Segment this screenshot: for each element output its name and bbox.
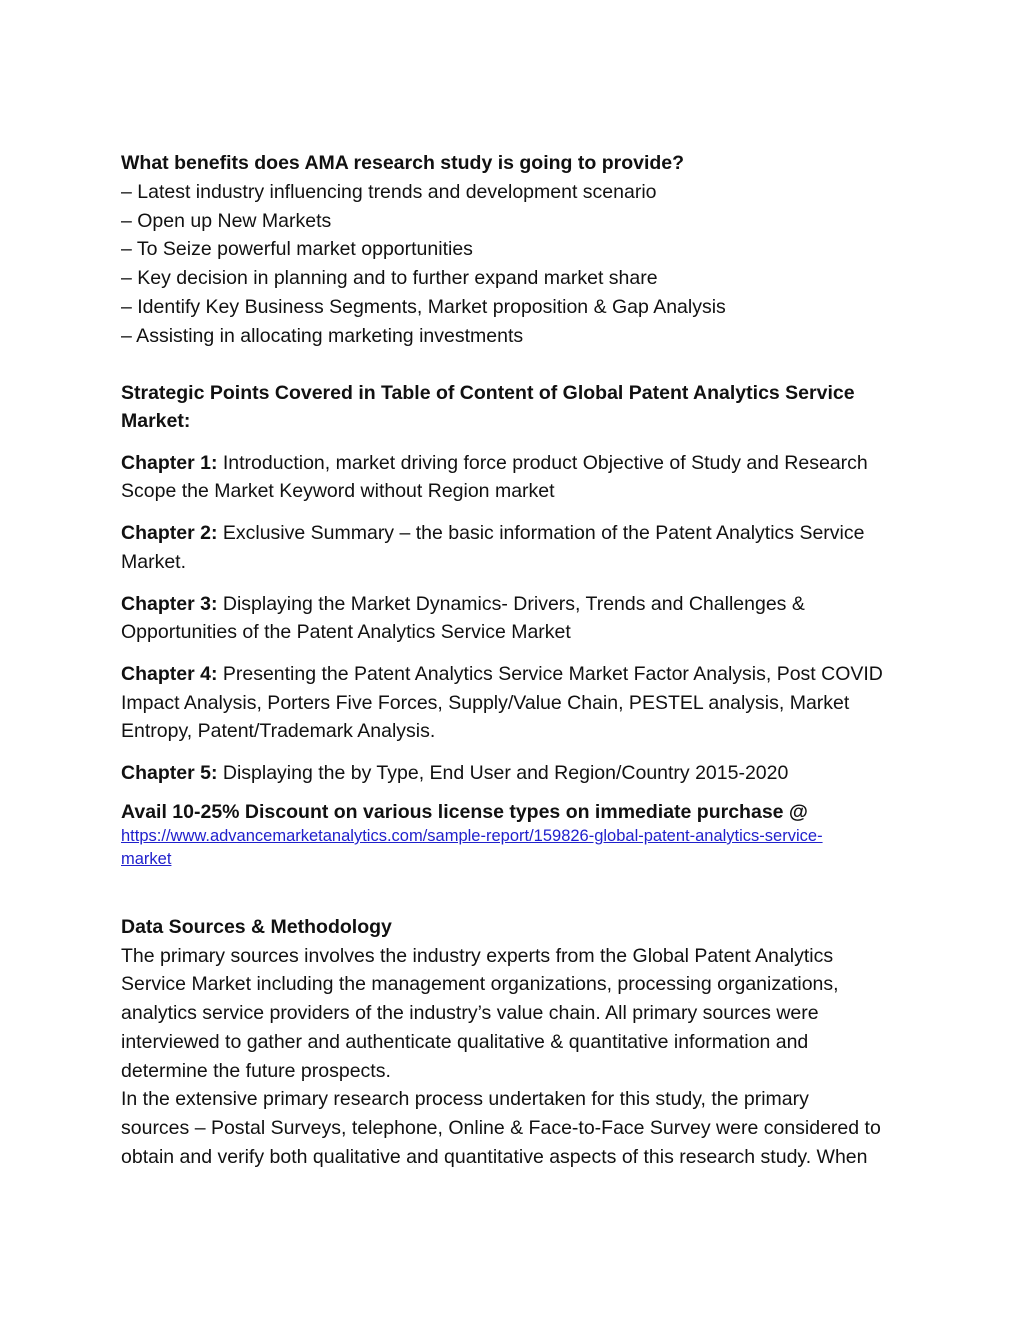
chapter-4 [121,660,911,746]
chapter-3 [121,590,911,647]
chapter-label: Chapter 1: [121,451,218,474]
link-line: market [121,850,172,869]
benefit-item: – Identify Key Business Segments, Market proposition & Gap Analysis [121,295,726,318]
chapter-text: Exclusive Summary – the basic information of the Patent Analytics Service [217,522,865,545]
chapter-2 [121,519,911,576]
data-sources-heading: Data Sources & Methodology [121,916,392,939]
chapter-label: Chapter 3: [121,592,218,615]
link-line: https://www.advancemarketanalytics.com/sample-report/159826-global-patent-analytics-service- [121,827,823,846]
chapter-label: Chapter 4: [121,663,218,686]
benefit-item: – Latest industry influencing trends and development scenario [121,180,657,203]
toc-heading-line: Market: [121,410,191,433]
benefit-item: – Key decision in planning and to further expand market share [121,267,658,290]
toc-heading [121,379,911,436]
chapter-text: Displaying the Market Dynamics- Drivers, Trends and Challenges & [217,592,805,615]
paragraph-line: The primary sources involves the industry experts from the Global Patent Analytics [121,944,834,967]
sample-report-link[interactable] [121,825,911,871]
paragraph-line: analytics service providers of the industry’s value chain. All primary sources were [121,1002,819,1025]
chapter-text: Impact Analysis, Porters Five Forces, Supply/Value Chain, PESTEL analysis, Market [121,691,850,714]
benefits-list [121,178,911,351]
benefits-heading: What benefits does AMA research study is going to provide? [121,152,685,174]
chapter-text: Opportunities of the Patent Analytics Service Market [121,621,571,644]
chapter-text: Scope the Market Keyword without Region market [121,480,555,503]
page-content [121,149,911,1171]
toc-heading-line: Strategic Points Covered in Table of Content of Global Patent Analytics Service [121,381,855,404]
chapter-text: Displaying the by Type, End User and Region/Country 2015-2020 [217,762,789,785]
paragraph-line: In the extensive primary research process undertaken for this study, the primary [121,1088,809,1111]
discount-section [121,799,911,871]
chapter-text: Market. [121,550,187,573]
benefit-item: – To Seize powerful market opportunities [121,238,473,261]
chapter-1 [121,449,911,506]
benefits-section [121,149,911,351]
data-sources-section [121,913,911,1171]
paragraph-line: interviewed to gather and authenticate qualitative & quantitative information and [121,1030,809,1053]
chapter-text: Introduction, market driving force product Objective of Study and Research [217,451,868,474]
chapter-text: Presenting the Patent Analytics Service Market Factor Analysis, Post COVID [217,663,883,686]
paragraph-line: sources – Postal Surveys, telephone, Online & Face-to-Face Survey were considered to [121,1117,881,1139]
benefit-item: – Open up New Markets [121,209,332,232]
discount-text: Avail 10-25% Discount on various license types on immediate purchase @ [121,801,808,824]
benefit-item: – Assisting in allocating marketing investments [121,324,524,347]
chapter-label: Chapter 5: [121,762,218,785]
chapter-5 [121,759,911,788]
paragraph-line: Service Market including the management organizations, processing organizations, [121,973,839,996]
chapter-label: Chapter 2: [121,522,218,545]
toc-section [121,379,911,788]
section-spacer [121,351,911,379]
section-spacer [121,871,911,913]
paragraph-line: determine the future prospects. [121,1059,391,1082]
paragraph-line: obtain and verify both qualitative and quantitative aspects of this research study. When [121,1145,868,1168]
chapter-text: Entropy, Patent/Trademark Analysis. [121,720,436,743]
